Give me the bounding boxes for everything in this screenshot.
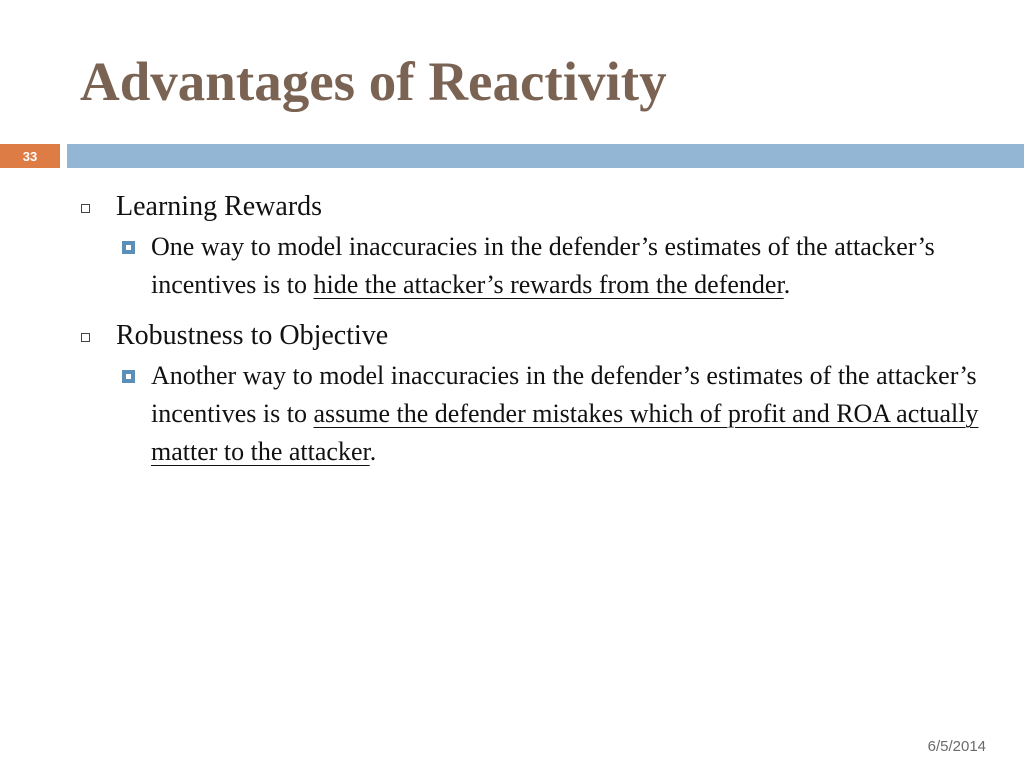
bullet-heading: Robustness to Objective xyxy=(116,320,389,351)
hollow-square-bullet-icon xyxy=(81,333,90,342)
bullet-heading: Learning Rewards xyxy=(116,191,323,222)
bullet-learning-rewards xyxy=(0,188,1024,226)
slide-number: 33 xyxy=(0,144,60,168)
slide-date: 6/5/2014 xyxy=(927,738,986,755)
sub-bullet-punct: . xyxy=(369,437,377,466)
filled-square-bullet-icon xyxy=(122,370,135,383)
slide-content xyxy=(0,188,1024,471)
bullet-robustness-to-objective xyxy=(0,317,1024,355)
slide-title: Advantages of Reactivity xyxy=(80,51,667,112)
sub-bullet-text: One way to model inaccuracies in the defender’s estimates of the attacker’s incentives is to xyxy=(151,232,935,299)
sub-bullet-learning-rewards xyxy=(151,228,981,304)
hollow-square-bullet-icon xyxy=(81,204,90,213)
filled-square-bullet-icon xyxy=(122,241,135,254)
header-bar xyxy=(67,144,1024,168)
sub-bullet-punct: . xyxy=(783,270,791,299)
sub-bullet-robustness-to-objective xyxy=(151,357,981,471)
sub-bullet-text: Another way to model inaccuracies in the defender’s estimates of the attacker’s incentives is to xyxy=(151,361,977,428)
underlined-phrase: hide the attacker’s rewards from the defender xyxy=(313,270,784,299)
underlined-phrase: assume the defender mistakes which of profit and ROA actually matter to the attacker xyxy=(151,399,979,466)
